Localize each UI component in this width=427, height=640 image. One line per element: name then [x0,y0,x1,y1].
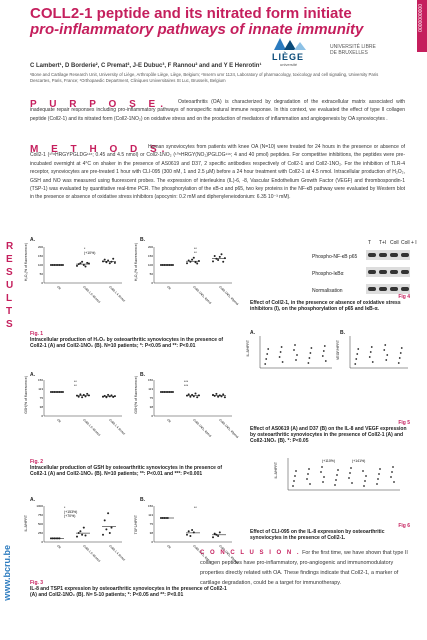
data-point [111,527,113,529]
results-letter-5: T [6,306,13,317]
fig2-chart-a [34,376,126,436]
authors: C Lambert¹, D Borderie², C Premat², J-E Dubuc³, F Rannou² and and Y E Henrotin¹ [30,63,262,69]
sidebar-text: 0000000000 [418,4,424,32]
y-tick-label: 38 [149,405,153,409]
poster-title-line2 [30,22,363,37]
x-tick-label: Ctl [56,284,62,291]
fig5-a-ylabel: IL-8/HPRT [246,340,250,357]
data-point [186,262,188,264]
data-point [377,478,379,480]
conclusion-heading: C O N C L U S I O N . [200,550,301,556]
wb-band [379,270,387,274]
fig5-caption [250,420,410,444]
data-point [215,258,217,260]
data-point [354,363,356,365]
data-point [362,470,364,472]
data-point [189,535,191,537]
data-point [281,346,283,348]
liege-logo-icon [272,36,310,52]
methods-heading: M E T H O D S. [30,144,170,155]
data-point [85,535,87,537]
data-point [214,255,216,257]
fig1-panel-a-label: A. [30,237,35,243]
x-tick-label: Ctl [166,543,172,550]
wb-band [401,253,409,257]
wb-column-label: T+I [379,240,387,246]
purpose-heading: P U R P O S E. [30,99,168,110]
fig6-caption-text: Effect of CLI-095 on the IL-8 expression by osteoarthritic synoviocytes in the presence of Coll2-1. [250,529,385,541]
data-point [323,476,325,478]
y-tick-label: 0 [41,281,43,285]
fig5-panel-b-label: B. [340,330,345,336]
data-point [76,536,78,538]
y-tick-label: 113 [148,387,153,391]
y-tick-label: 0 [41,414,43,418]
significance-label: * [64,506,66,510]
x-tick-label: Ctl [166,284,172,291]
significance-label: (+141%) [352,459,366,463]
x-tick-label: Coll2-1 4.5nmol [108,543,126,562]
data-point [392,466,394,468]
data-point [401,347,403,349]
data-point [294,475,296,477]
data-point [279,356,281,358]
data-point [215,393,217,395]
data-point [322,481,324,483]
data-point [219,256,221,258]
y-tick-label: 75 [39,396,43,400]
data-point [81,261,83,263]
y-tick-label: 150 [147,378,153,382]
x-tick-label: Coll2-1NO₂ 40pmol [218,284,240,306]
data-point [321,466,323,468]
results-letter-1: E [6,254,13,265]
data-point [280,351,282,353]
fig2-chart-b [144,376,240,439]
fig5-chart-a [254,334,334,384]
methods-text: Human synoviocytes from patients with knee OA (N=10) were treated for 24 hours in the presence or absence of Coll2-1 (¹⁰⁸HRGYPGLDG¹¹⁶; 0.45 and 4.5 nmol) or Coll2-1NO₂ (¹⁰⁸HRGY(NO₂)PGLDG¹¹⁶; 4 and 40 pmol) peptides. For competitive inhibitions, the peptides were pre-incubated overnight at 4°C on shaker in the presence of AS0619 and D37, 2 specific antibodies respectively of Coll2-1 and Coll2-1NO₂. For the inhibition of TLR-4 receptor, synoviocytes are pre-treated 1 hour with CLI-095 (300 nM, 1 and 2.5 µM) before a 24 hour treatment with Coll2-1 at 4.5 nmol. Intracellular production of H₂O₂, GSH and NO was measured using fluorescent probes. The expression of interleukins (IL)-6, -8, Vascular Endothelium Growth Factor (VEGF) and thrombospondin-1 (TSP-1) was evaluated by quantitative real-time PCR. The phosphorylation of the κB-α and p65, two key proteins in the NF-κB pathway were evaluated by Western blot in the presence or absence of oxidative stress inhibitors (apocynin: 0.2 mM and diphenyleneiodonium: 6.35 10⁻³ mM). [30,144,405,201]
data-point [217,259,219,261]
x-tick-label: Coll2-1 4.5nmol [108,417,126,436]
fig2-caption-text: Intracellular production of GSH by osteoarthritic synoviocytes in the presence of Coll2-1 (A) and Coll2-1NO₂ (B). N=10 patients; **: P<0.01 and ***: P<0.001 [30,465,222,477]
data-point [348,477,350,479]
data-point [385,359,387,361]
data-point [78,396,80,398]
wb-row-label: Phospho-IκBα [312,271,344,277]
significance-label: (+110%) [322,459,336,463]
website-link[interactable]: www.bcru.be [2,545,12,601]
data-point [266,353,268,355]
wb-band [401,270,409,274]
data-point [105,261,107,263]
data-point [322,355,324,357]
data-point [323,350,325,352]
y-tick-label: 200 [147,245,153,249]
data-point [311,347,313,349]
data-point [107,394,109,396]
data-point [282,361,284,363]
data-point [295,470,297,472]
wb-band [390,287,398,291]
data-point [219,531,221,533]
data-point [351,482,353,484]
data-point [393,481,395,483]
wb-column-label: T [368,240,372,246]
data-point [189,396,191,398]
fig2-caption [30,459,235,477]
data-point [214,533,216,535]
data-point [320,471,322,473]
data-point [378,473,380,475]
results-letter-6: S [6,319,13,330]
data-point [384,344,386,346]
significance-label: *** [184,380,189,384]
data-point [107,512,109,514]
data-point [191,259,193,261]
significance-label: *** [184,384,189,388]
fig3-panel-a-label: A. [30,497,35,503]
data-point [222,261,224,263]
data-point [86,393,88,395]
x-tick-label: Coll2-1 0.45nmol [82,284,102,304]
data-point [76,265,78,267]
y-tick-label: 750 [37,513,43,517]
wb-column-label: Coll [390,240,399,246]
fig5-panel-a-label: A. [250,330,255,336]
data-point [112,258,114,260]
ulb-logo: UNIVERSITÉ LIBRE DE BRUXELLES [330,44,376,56]
fig1-a-ylabel: H₂O₂(% of fluorescence) [24,243,28,282]
fig2-panel-b-label: B. [140,372,145,378]
data-point [114,262,116,264]
fig5-caption-text: Effect of AS0619 (A) and D37 (B) on the IL-8 and VEGF expression by osteoarthritic synoviocytes in the presence of Coll2-1 (A) and Coll2-1NO₂ (B). *: P<0.05 [250,426,407,444]
data-point [310,352,312,354]
data-point [370,351,372,353]
x-tick-label: Coll2-1NO₂ 4pmol [192,284,213,305]
wb-row-label: Normalisation [312,288,343,294]
y-tick-label: 113 [148,513,153,517]
data-point [217,396,219,398]
data-point [196,263,198,265]
data-point [104,395,106,397]
purpose-text: Osteoarthritis (OA) is characterized by degradation of the extracellular matrix associated with inadequate repair responses including pro-inflammatory pathways of nonspecific natural immune response. In this context, we evaluated the effect of type II collagen peptide (Coll2-1) and its nitrated form (Coll2-1NO₂) on oxidative stress and on the production of mediators of inflammation and angiogenesis by OA synoviocytes . [30,99,405,122]
data-point [306,478,308,480]
data-point [81,534,83,536]
data-point [309,357,311,359]
fig5-label: Fig 5 [398,420,410,426]
x-tick-label: Coll2-1NO₂ 40pmol [218,417,240,439]
data-point [109,532,111,534]
data-point [308,468,310,470]
data-point [293,349,295,351]
y-tick-label: 113 [38,387,43,391]
data-point [79,530,81,532]
wb-band [368,287,376,291]
data-point [390,476,392,478]
fig3-chart-a [34,502,126,562]
y-tick-label: 38 [149,531,153,535]
results-letter-0: R [6,241,14,252]
wb-band-strip [366,250,410,260]
fig2-a-ylabel: GSH(% of fluorescence) [24,376,28,414]
y-tick-label: 100 [147,263,153,267]
data-point [79,393,81,395]
fig1-b-ylabel: H₂O₂(% of fluorescence) [134,243,138,282]
liege-logo-sub: université [280,62,298,67]
fig5-chart-b [344,334,410,384]
y-tick-label: 150 [147,504,153,508]
y-tick-label: 0 [151,281,153,285]
y-tick-label: 50 [39,272,43,276]
y-tick-label: 0 [41,540,43,544]
data-point [186,534,188,536]
fig1-label: Fig. 1 [30,331,44,337]
significance-label: (+10%) [84,251,96,255]
data-point [105,396,107,398]
data-point [364,480,366,482]
data-point [224,396,226,398]
significance-label: ** [194,247,197,251]
data-point [188,393,190,395]
data-point [335,479,337,481]
wb-column-label: Coll + I [401,240,417,246]
x-tick-label: Coll2-1 4.5nmol [108,284,126,303]
y-tick-label: 0 [151,540,153,544]
fig2-label: Fig. 2 [30,459,44,465]
fig3-caption-text: IL-8 and TSP1 expression by osteoarthritic synoviocytes in the presence of Coll2-1 (A) and Coll2-1NO₂ (B). N= 5-10 patients; *: P<0.05 and **: P<0.01 [30,586,227,598]
data-point [217,535,219,537]
data-point [295,359,297,361]
fig4-caption [250,294,410,312]
y-tick-label: 38 [39,405,43,409]
fig3-panel-b-label: B. [140,497,145,503]
x-tick-label: Ctl [56,417,62,424]
data-point [391,471,393,473]
wb-band [390,253,398,257]
significance-label: ** [194,251,197,255]
y-tick-label: 250 [37,531,43,535]
data-point [104,259,106,261]
fig1-chart-b [144,243,240,306]
fig4-label: Fig 4 [398,294,410,300]
data-point [296,354,298,356]
wb-band [401,287,409,291]
y-tick-label: 100 [37,263,43,267]
data-point [400,352,402,354]
results-letter-4: L [6,293,13,304]
data-point [324,345,326,347]
data-point [195,261,197,263]
wb-row-label: Phospho-NF-κB p65 [312,254,358,260]
y-tick-label: 500 [37,522,43,526]
data-point [292,485,294,487]
significance-label: (+70%) [64,514,76,518]
y-tick-label: 150 [37,378,43,382]
wb-band [368,270,376,274]
data-point [196,396,198,398]
data-point [369,356,371,358]
data-point [212,536,214,538]
x-tick-label: Coll2-1 0.45nmol [82,417,102,437]
data-point [307,473,309,475]
data-point [221,253,223,255]
data-point [386,354,388,356]
fig6-label: Fig 6 [398,523,410,529]
data-point [212,260,214,262]
wb-band [390,270,398,274]
data-point [309,483,311,485]
data-point [81,396,83,398]
poster-id-sidebar [417,0,427,52]
data-point [356,353,358,355]
fig4-caption-text: Effect of Coll2-1, in the presence or absence of oxidative stress inhibitors (I), on the phosphorylation of p65 and IκB-α. [250,300,401,312]
conclusion-text: For the first time, we have shown that type II collagen peptides have pro-inflammatory, pro-angiogenic and immunomodulatory properties directly related with OA. These findings indicate that Coll2-1, a marker of cartilage degradation, could be a target for immunotherapy. [200,550,408,586]
fig1-caption-text: Intracellular production of H₂O₂ by osteoarthritic synoviocytes in the presence of Coll2-1 (A) and Coll2-1NO₂ (B). N=10 patients; *: P<0.05 and **: P<0.01 [30,337,224,349]
data-point [264,363,266,365]
data-point [195,392,197,394]
data-point [350,467,352,469]
data-point [191,529,193,531]
data-point [308,362,310,364]
significance-label: ** [194,506,197,510]
data-point [337,469,339,471]
data-point [372,361,374,363]
fig2-b-ylabel: GSH(% of fluorescence) [134,376,138,414]
wb-band [368,253,376,257]
data-point [398,362,400,364]
data-point [357,348,359,350]
data-point [86,262,88,264]
data-point [371,346,373,348]
significance-label: ** [74,380,77,384]
data-point [105,528,107,530]
data-point [336,474,338,476]
data-point [383,349,385,351]
data-point [349,472,351,474]
data-point [379,468,381,470]
data-point [222,393,224,395]
significance-label: * [84,247,86,251]
wb-band-strip [366,284,410,294]
data-point [188,530,190,532]
fig6-chart [282,456,402,506]
y-tick-label: 75 [149,522,153,526]
data-point [193,257,195,259]
data-point [376,483,378,485]
fig2-panel-a-label: A. [30,372,35,378]
data-point [325,360,327,362]
fig1-panel-b-label: B. [140,237,145,243]
fig6-ylabel: IL-8/HPRT [274,462,278,479]
conclusion [200,548,410,588]
wb-band-strip [366,267,410,277]
x-tick-label: Ctl [166,417,172,424]
fig1-caption [30,331,235,349]
y-tick-label: 200 [37,245,43,249]
data-point [334,484,336,486]
results-letter-3: U [6,280,14,291]
data-point [85,265,87,267]
fig3-label: Fig. 3 [30,580,44,586]
data-point [294,344,296,346]
affiliations: ¹Bone and Cartilage Research Unit, University of Liège, Arthropôle Liège, Liège, Belgium; ²Inserm umr 1124, Laboratory of pharmacology, toxicology and cell signaling, University Paris Descartes, Paris, France; ³Orthopaedic Department, Cliniques Universitaires St Luc, Brussels, Belgium [30,72,379,83]
data-point [365,475,367,477]
x-tick-label: Coll2-1 0.45nmol [82,543,102,563]
data-point [83,527,85,529]
title-line2-text: pro-inflammatory pathways of innate immunity [30,21,364,38]
data-point [104,519,106,521]
data-point [267,348,269,350]
y-tick-label: 150 [147,254,153,258]
x-tick-label: Coll2-1NO₂ 4pmol [192,543,213,564]
x-tick-label: Coll2-1NO₂ 4pmol [192,417,213,438]
fig6-caption [250,523,410,541]
data-point [102,534,104,536]
y-tick-label: 1000 [36,504,43,508]
y-tick-label: 50 [149,272,153,276]
wb-band [379,253,387,257]
data-point [293,480,295,482]
x-tick-label: Ctl [56,543,62,550]
wb-band [379,287,387,291]
fig5-b-ylabel: VEGF/HPRT [336,340,340,360]
data-point [399,357,401,359]
x-tick-label: Coll2-1NO₂ 40pmol [218,543,240,565]
significance-label: (+153%) [64,510,78,514]
fig3-a-ylabel: IL-8/HPRT [24,515,28,532]
data-point [355,358,357,360]
liege-logo-text: LIÈGE [272,52,305,62]
fig1-chart-a [34,243,126,303]
data-point [265,358,267,360]
significance-label: ** [74,384,77,388]
y-tick-label: 0 [151,414,153,418]
y-tick-label: 75 [149,396,153,400]
fig3-b-ylabel: TSP1/HPRT [134,515,138,535]
data-point [109,262,111,264]
results-letter-2: S [6,267,13,278]
poster-title-line1: COLL2-1 peptide and its nitrated form initiate [30,5,352,22]
y-tick-label: 150 [37,254,43,258]
data-point [363,485,365,487]
